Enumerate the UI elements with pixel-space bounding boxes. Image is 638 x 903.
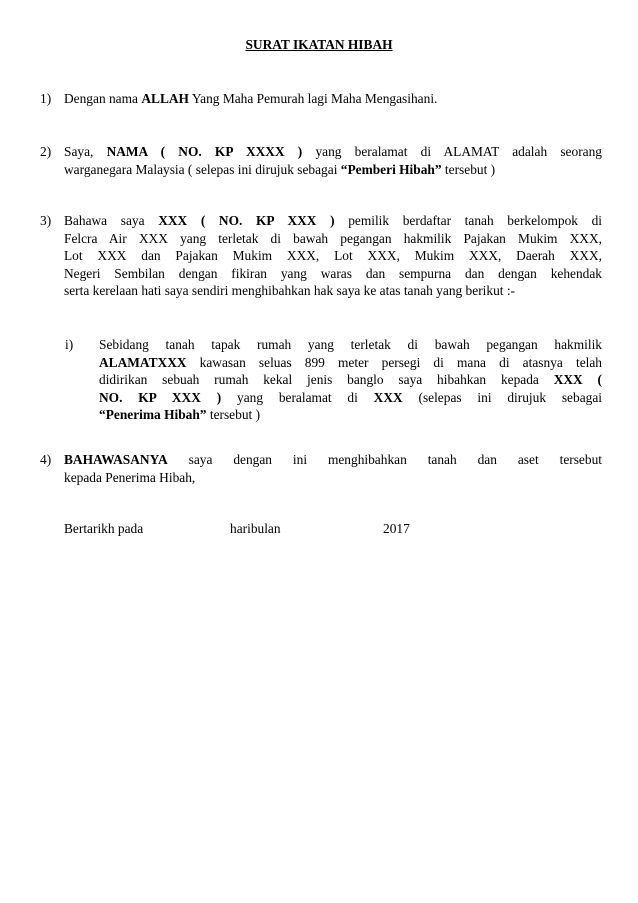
clause-4 (40, 451, 602, 486)
text-bold: “Penerima Hibah” (99, 407, 207, 422)
text-segment: yang beralamat di (221, 389, 374, 405)
clause-number: i) (65, 337, 74, 352)
clause-text (64, 143, 602, 178)
document-title: SURAT IKATAN HIBAH (245, 37, 393, 52)
date-day-label: haribulan (230, 521, 281, 536)
text-segment: (selepas ini dirujuk sebagai (402, 389, 602, 405)
text-line: Felcra Air XXX yang terletak di bawah pegangan hakmilik Pajakan Mukim XXX, (64, 230, 602, 246)
text-segment: Saya, (64, 144, 107, 159)
text-segment: Bahawa saya (64, 213, 159, 228)
text-segment: yang beralamat di ALAMAT adalah seorang (302, 144, 602, 159)
text-line: kepada Penerima Hibah, (64, 469, 196, 485)
text-segment: didirikan sebuah rumah kekal jenis banglo saya hibahkan kepada (99, 372, 554, 387)
text-line: Lot XXX dan Pajakan Mukim XXX, Lot XXX, Mukim XXX, Daerah XXX, (64, 248, 602, 263)
clause-text (64, 90, 602, 108)
date-year: 2017 (383, 521, 410, 536)
clause-number: 4) (40, 452, 52, 467)
text-bold: ALAMATXXX (99, 354, 187, 370)
date-line (64, 520, 464, 538)
clause-number: 1) (40, 91, 52, 106)
text-line: Sebidang tanah tapak rumah yang terletak di bawah pegangan hakmilik (99, 337, 602, 352)
text-segment: Yang Maha Pemurah lagi Maha Mengasihani. (188, 91, 438, 106)
text-segment: pemilik berdaftar tanah berkelompok di (334, 213, 602, 228)
sub-clause-i (65, 336, 602, 424)
text-bold: ALLAH (141, 91, 189, 106)
text-bold: NO. KP XXX ) (99, 389, 222, 405)
clause-number: 3) (40, 213, 52, 228)
text-segment: saya dengan ini menghibahkan tanah dan aset tersebut (167, 452, 602, 467)
text-bold: NAMA ( NO. KP XXXX ) (106, 144, 303, 159)
text-bold: BAHAWASANYA (64, 452, 168, 467)
text-line: Negeri Sembilan dengan fikiran yang waras dan sempurna dan dengan kehendak (64, 265, 602, 281)
clause-text (64, 451, 602, 486)
text-bold: XXX ( (553, 372, 602, 387)
text-segment: tersebut ) (441, 161, 496, 177)
text-segment: Dengan nama (64, 91, 142, 106)
date-label: Bertarikh pada (64, 521, 144, 536)
text-bold: XXX ( NO. KP XXX ) (158, 213, 335, 228)
clause-2 (40, 143, 602, 178)
clause-text (64, 212, 602, 300)
text-segment: tersebut ) (206, 407, 261, 422)
clause-text (99, 336, 602, 424)
clause-1 (40, 90, 602, 108)
text-line: serta kerelaan hati saya sendiri menghibahkan hak saya ke atas tanah yang berikut :- (64, 283, 516, 298)
clause-number: 2) (40, 144, 52, 159)
text-bold: “Pemberi Hibah” (340, 161, 442, 177)
text-segment: kawasan seluas 899 meter persegi di mana di atasnya telah (186, 354, 602, 370)
text-bold: XXX (373, 389, 403, 405)
text-segment: warganegara Malaysia ( selepas ini dirujuk sebagai (64, 161, 341, 177)
clause-3 (40, 212, 602, 300)
